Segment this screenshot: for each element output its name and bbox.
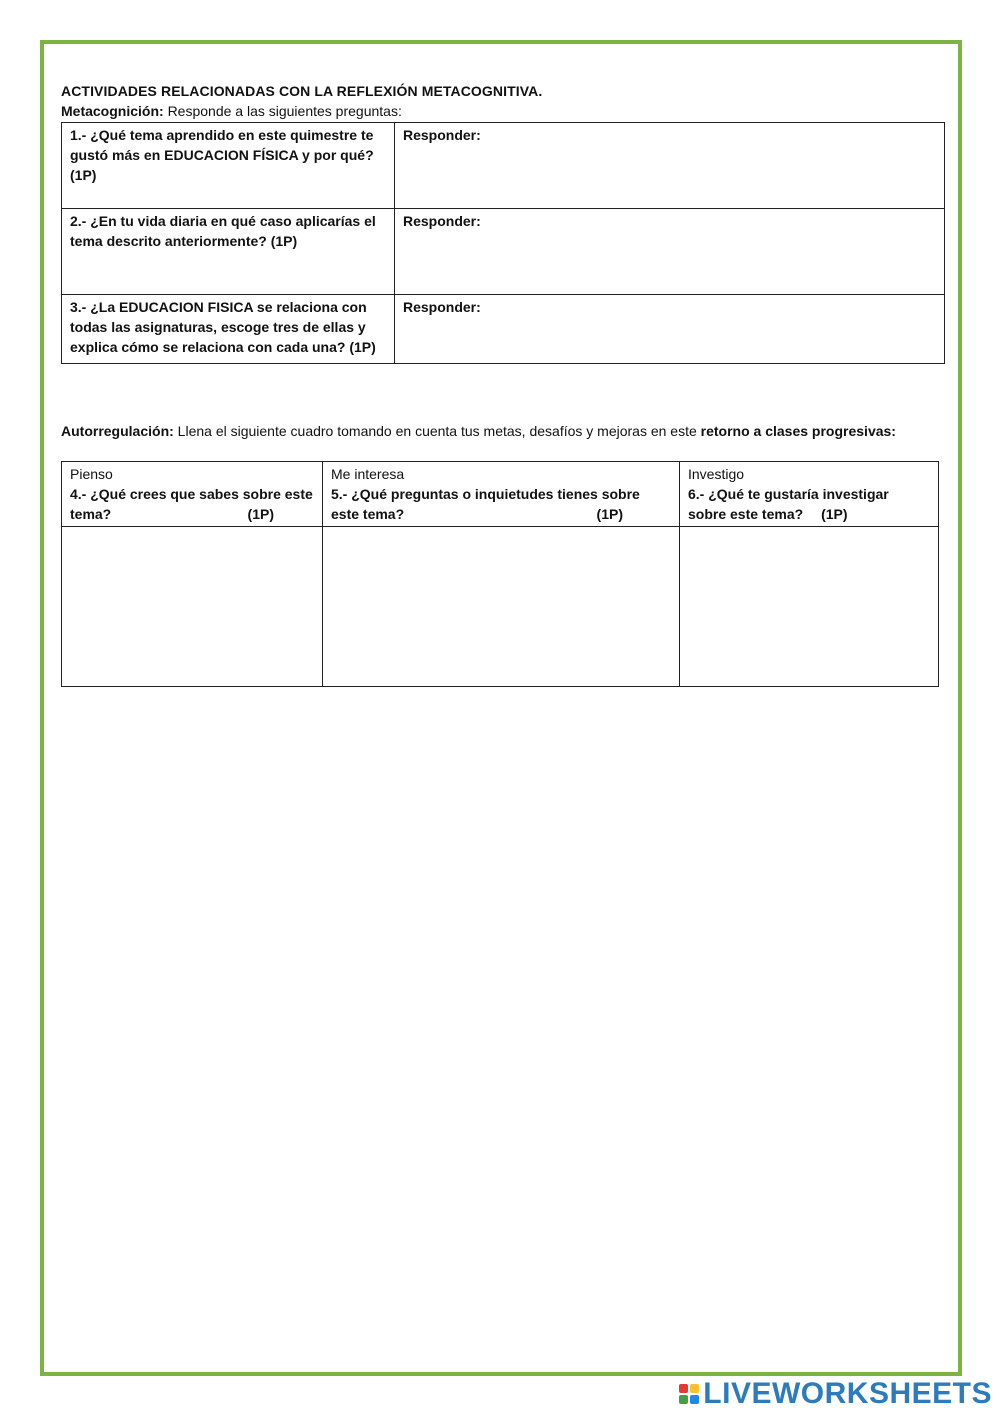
autorregulacion-label: Autorregulación: <box>61 423 174 439</box>
column-header: Me interesa <box>331 466 405 482</box>
question-4: 4.- ¿Qué crees que sabes sobre este tema? <box>70 486 313 522</box>
column-header: Investigo <box>688 466 745 482</box>
autorregulacion-intro <box>61 421 921 441</box>
question-2: 2.- ¿En tu vida diaria en qué caso aplicarías el tema descrito anteriormente? (1P) <box>62 209 395 295</box>
points: (1P) <box>821 506 848 522</box>
column-question <box>331 484 671 524</box>
metacognicion-label: Metacognición: <box>61 103 164 119</box>
autorregulacion-emphasis: retorno a clases progresivas: <box>700 423 896 439</box>
points: (1P) <box>247 506 274 522</box>
question-5: 5.- ¿Qué preguntas o inquietudes tienes sobre este tema? <box>331 486 640 522</box>
logo-square <box>679 1395 688 1404</box>
answer-cell-5[interactable] <box>323 527 680 687</box>
logo-square <box>679 1384 688 1393</box>
table-row <box>62 527 939 687</box>
autorregulacion-table <box>61 461 939 687</box>
column-pienso <box>62 462 323 527</box>
liveworksheets-logo-icon <box>679 1384 699 1404</box>
column-question <box>688 484 930 524</box>
answer-cell-4[interactable] <box>62 527 323 687</box>
logo-square <box>690 1395 699 1404</box>
table-row <box>62 295 945 364</box>
question-1: 1.- ¿Qué tema aprendido en este quimestre te gustó más en EDUCACION FÍSICA y por qué? (1P) <box>62 123 395 209</box>
answer-cell-2[interactable] <box>395 209 945 295</box>
answer-cell-1[interactable] <box>395 123 945 209</box>
answer-label: Responder: <box>403 299 481 315</box>
column-me-interesa <box>323 462 680 527</box>
points: (1P) <box>596 506 623 522</box>
column-question <box>70 484 314 524</box>
metacognicion-intro <box>61 103 402 119</box>
table-row <box>62 209 945 295</box>
brand-name: LIVEWORKSHEETS <box>703 1377 992 1410</box>
logo-square <box>690 1384 699 1393</box>
metacognicion-table <box>61 122 945 364</box>
answer-cell-3[interactable] <box>395 295 945 364</box>
answer-label: Responder: <box>403 127 481 143</box>
column-header: Pienso <box>70 466 113 482</box>
question-3: 3.- ¿La EDUCACION FISICA se relaciona con todas las asignaturas, escoge tres de ellas y explica cómo se relaciona con cada una? (1P) <box>62 295 395 364</box>
metacognicion-text: Responde a las siguientes preguntas: <box>167 103 402 119</box>
answer-label: Responder: <box>403 213 481 229</box>
column-investigo <box>680 462 939 527</box>
autorregulacion-text: Llena el siguiente cuadro tomando en cuenta tus metas, desafíos y mejoras en este <box>177 423 697 439</box>
table-header-row <box>62 462 939 527</box>
question-6: 6.- ¿Qué te gustaría investigar sobre este tema? <box>688 486 889 522</box>
table-row <box>62 123 945 209</box>
answer-cell-6[interactable] <box>680 527 939 687</box>
page-title: ACTIVIDADES RELACIONADAS CON LA REFLEXIÓN METACOGNITIVA. <box>61 83 543 99</box>
liveworksheets-brand <box>679 1379 992 1409</box>
